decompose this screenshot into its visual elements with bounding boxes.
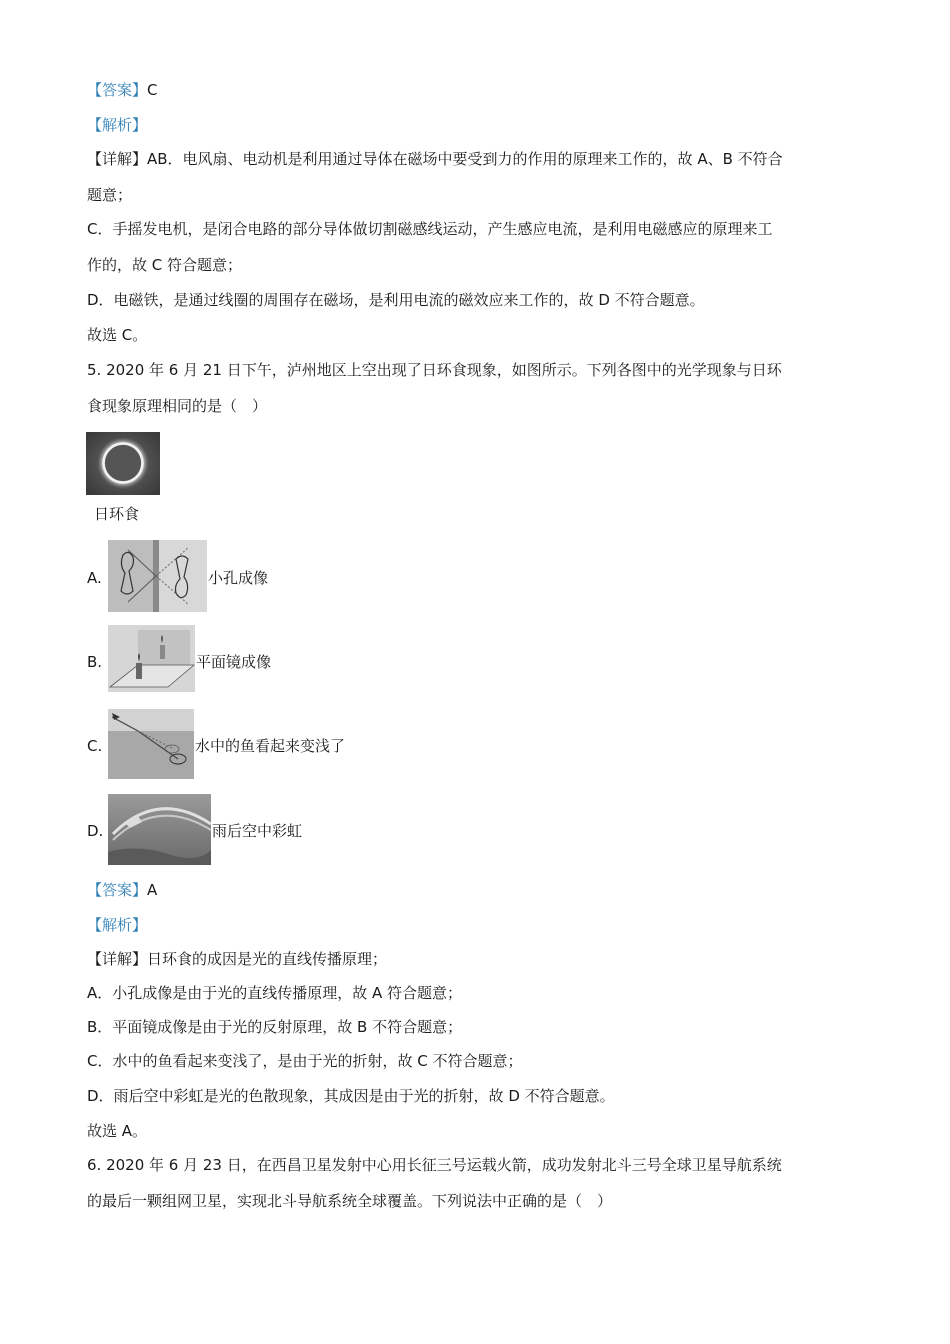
option-c-letter: C. <box>87 737 103 755</box>
answer-tag: 【答案】 <box>87 881 148 899</box>
q4-detail-line1: 【详解】AB．电风扇、电动机是利用通过导体在磁场中要受到力的作用的原理来工作的，故 A、B 不符合 <box>87 150 783 168</box>
q5-explanation-c: C．水中的鱼看起来变浅了，是由于光的折射，故 C 不符合题意； <box>87 1052 523 1070</box>
option-d-caption: 雨后空中彩虹 <box>212 822 303 840</box>
q4-answer-line <box>87 79 877 101</box>
rainbow-image <box>108 794 211 865</box>
q4-conclusion: 故选 C。 <box>87 326 148 344</box>
option-a-caption: 小孔成像 <box>208 569 269 587</box>
option-b-caption: 平面镜成像 <box>196 653 272 671</box>
q5-conclusion: 故选 A。 <box>87 1122 148 1140</box>
q5-answer-line <box>87 879 877 901</box>
q5-detail: 【详解】日环食的成因是光的直线传播原理； <box>87 950 388 968</box>
eclipse-caption: 日环食 <box>94 505 140 523</box>
option-a-letter: A. <box>87 569 102 587</box>
q5-explanation-b: B．平面镜成像是由于光的反射原理，故 B 不符合题意； <box>87 1018 463 1036</box>
q4-d-line: D．电磁铁，是通过线圈的周围存在磁场，是利用电流的磁效应来工作的，故 D 不符合题意。 <box>87 291 705 309</box>
answer-tag: 【答案】 <box>87 81 148 99</box>
q5-stem-line1: 5. 2020 年 6 月 21 日下午，泸州地区上空出现了日环食现象，如图所示。下列各图中的光学现象与日环 <box>87 361 782 379</box>
q6-stem-line1: 6. 2020 年 6 月 23 日，在西昌卫星发射中心用长征三号运载火箭，成功发射北斗三号全球卫星导航系统 <box>87 1156 782 1174</box>
fish-in-water-image <box>108 709 194 779</box>
plane-mirror-image <box>108 625 195 692</box>
q5-stem-line2: 食现象原理相同的是（ ） <box>87 397 268 415</box>
option-d-letter: D. <box>87 822 104 840</box>
pinhole-imaging-image <box>108 540 207 612</box>
option-c-caption: 水中的鱼看起来变浅了 <box>195 737 346 755</box>
q5-analysis-tag: 【解析】 <box>87 916 148 934</box>
q5-explanation-a: A．小孔成像是由于光的直线传播原理，故 A 符合题意； <box>87 984 463 1002</box>
answer-value: A <box>147 881 158 899</box>
answer-value: C <box>147 81 158 99</box>
option-b-letter: B. <box>87 653 103 671</box>
q4-analysis-tag: 【解析】 <box>87 116 148 134</box>
q4-c-line1: C．手摇发电机，是闭合电路的部分导体做切割磁感线运动，产生感应电流，是利用电磁感应的原理来工 <box>87 220 773 238</box>
q6-stem-line2: 的最后一颗组网卫星，实现北斗导航系统全球覆盖。下列说法中正确的是（ ） <box>87 1192 613 1210</box>
q4-c-line2: 作的，故 C 符合题意； <box>87 256 243 274</box>
q5-explanation-d: D．雨后空中彩虹是光的色散现象，其成因是由于光的折射，故 D 不符合题意。 <box>87 1087 615 1105</box>
q4-detail-line2: 题意； <box>87 186 133 204</box>
annular-eclipse-image <box>86 432 160 495</box>
